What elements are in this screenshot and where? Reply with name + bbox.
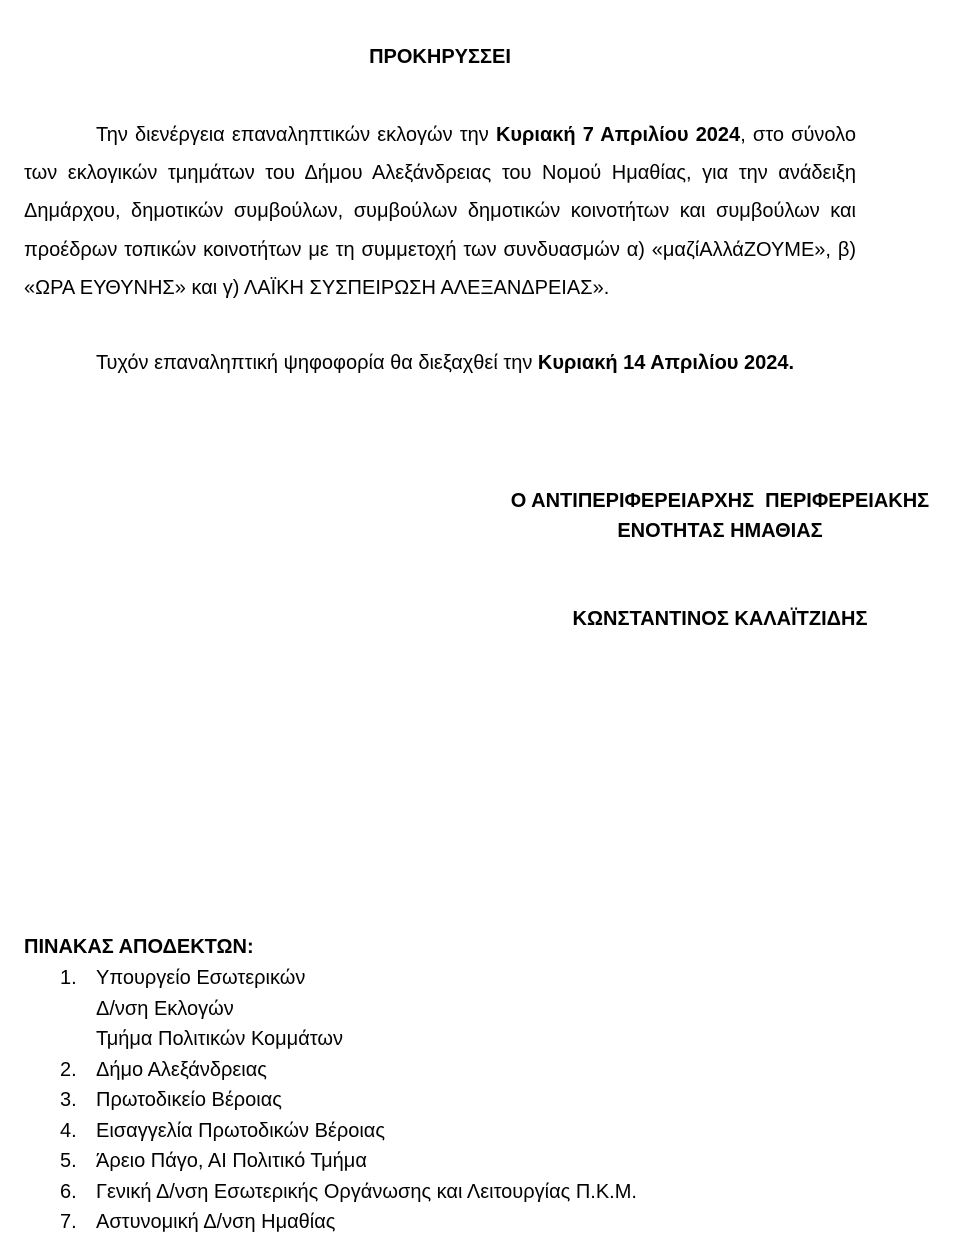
recipient-item [0, 1055, 900, 1086]
recipient-name: Υπουργείο Εσωτερικών [96, 967, 306, 989]
recipient-name: Τμήμα Πολιτικών Κομμάτων [96, 1028, 344, 1050]
recipient-name: Πρωτοδικείο Βέροιας [96, 1089, 282, 1111]
signatory-name: ΚΩΝΣΤΑΝΤΙΝΟΣ ΚΑΛΑΪΤΖΙΔΗΣ [572, 608, 868, 630]
document-heading: ΠΡΟΚΗΡΥΣΣΕΙ [369, 46, 511, 68]
recipient-number: 1. [60, 967, 77, 989]
recipient-number: 2. [60, 1058, 77, 1081]
paragraph1-text-start: Την διενέργεια επαναληπτικών εκλογών την [96, 124, 496, 146]
signatory-title-line2: ΕΝΟΤΗΤΑΣ ΗΜΑΘΙΑΣ [617, 520, 823, 542]
recipient-name: Εισαγγελία Πρωτοδικών Βέροιας [96, 1119, 385, 1142]
recipients-list [0, 963, 900, 1238]
recipient-name: Δ/νση Εκλογών [96, 997, 234, 1020]
recipient-name: Αστυνομική Δ/νση Ημαθίας [96, 1211, 336, 1233]
recipients-heading: ΠΙΝΑΚΑΣ ΑΠΟΔΕΚΤΩΝ: [24, 936, 254, 958]
runoff-paragraph [24, 344, 856, 382]
recipient-number: 7. [60, 1211, 77, 1233]
recipient-number: 5. [60, 1150, 77, 1172]
announcement-paragraph [24, 116, 856, 307]
recipient-number: 6. [60, 1180, 77, 1203]
paragraph2-text: Τυχόν επαναληπτική ψηφοφορία θα διεξαχθεί την [96, 352, 538, 374]
signatory-title-line1: Ο ΑΝΤΙΠΕΡΙΦΕΡΕΙΑΡΧΗΣ ΠΕΡΙΦΕΡΕΙΑΚΗΣ [510, 490, 930, 512]
signatory-title [470, 486, 966, 546]
recipient-name: Άρειο Πάγο, ΑΙ Πολιτικό Τμήμα [96, 1150, 367, 1172]
recipient-item [0, 1116, 900, 1147]
recipient-item [0, 963, 900, 1055]
recipient-item [0, 1146, 900, 1177]
recipient-number: 4. [60, 1119, 77, 1142]
recipient-number: 3. [60, 1089, 77, 1111]
recipient-item [0, 1085, 900, 1116]
election-date: Κυριακή 7 Απριλίου 2024 [495, 124, 741, 146]
paragraph1-text-end: , στο σύνολο των εκλογικών τμημάτων του Δήμου Αλεξάνδρειας του Νομού Ημαθίας, για την ανάδειξη Δημάρχου, δημοτικών συμβούλων, συμβούλων δημοτικών κοινοτήτων και συμβούλων και προέδρων τοπικών κοινοτήτων με τη συμμετοχή των συνδυασμών α) «μαζίΑλλάΖΟΥΜΕ», β) «ΩΡΑ ΕΥΘΥΝΗΣ» και γ) ΛΑΪΚΗ ΣΥΣΠΕΙΡΩΣΗ ΑΛΕΞΑΝΔΡΕΙΑΣ». [24, 124, 856, 299]
recipient-item [0, 1177, 900, 1208]
recipient-name: Δήμο Αλεξάνδρειας [96, 1058, 267, 1081]
runoff-date: Κυριακή 14 Απριλίου 2024. [537, 352, 795, 374]
recipient-item [0, 1207, 900, 1238]
recipient-name: Γενική Δ/νση Εσωτερικής Οργάνωσης και Λειτουργίας Π.Κ.Μ. [96, 1180, 637, 1203]
